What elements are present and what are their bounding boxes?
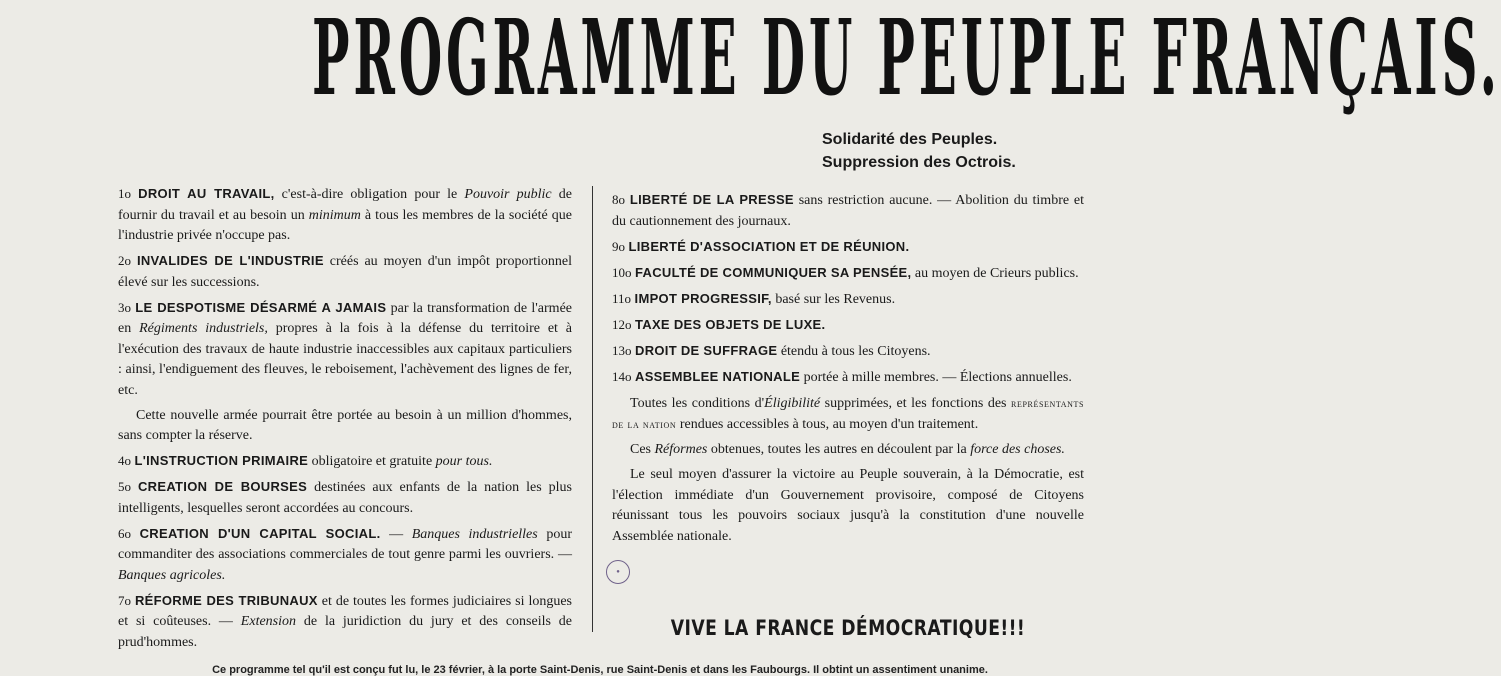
italic-text: Régiments industriels, — [139, 321, 268, 336]
article-paragraph — [612, 237, 1084, 259]
body-text: portée à mille membres. — Élections annuelles. — [800, 369, 1072, 385]
article-paragraph — [118, 406, 572, 447]
italic-text: minimum — [308, 207, 361, 223]
article-heading: CREATION D'UN CAPITAL SOCIAL. — [139, 525, 381, 541]
closing-slogan: VIVE LA FRANCE DÉMOCRATIQUE!!! — [670, 616, 1026, 640]
article-number: 14o — [612, 368, 632, 384]
italic-text: Extension — [240, 614, 297, 629]
body-text: et de toutes les formes judiciaires si longues et si coûteuses. — — [118, 593, 573, 629]
body-text: au moyen de Crieurs publics. — [911, 265, 1079, 281]
body-text: c'est-à-dire obligation pour le — [274, 187, 465, 202]
body-text: créés au moyen d'un impôt proportionnel élevé sur les successions. — [118, 254, 572, 290]
article-paragraph — [612, 289, 1084, 311]
article-heading: LIBERTÉ DE LA PRESSE — [629, 192, 794, 207]
article-heading: L'INSTRUCTION PRIMAIRE — [134, 453, 309, 468]
article-number: 11o — [612, 290, 632, 306]
article-paragraph — [612, 315, 1084, 337]
body-text: obligatoire et gratuite — [308, 454, 436, 469]
article-heading: LIBERTÉ D'ASSOCIATION ET DE RÉUNION. — [628, 238, 910, 254]
body-text: Ces — [630, 442, 655, 457]
body-text: Toutes les conditions d' — [630, 395, 765, 411]
library-stamp: ● — [606, 560, 630, 584]
subtitle-line-1: Solidarité des Peuples. — [822, 131, 998, 148]
body-text: obtenues, toutes les autres en découlent par la — [707, 442, 971, 457]
article-paragraph — [612, 341, 1084, 363]
article-paragraph — [118, 524, 572, 587]
italic-text: Réformes — [654, 442, 708, 457]
article-paragraph — [612, 440, 1084, 461]
body-text: supprimées, et les fonctions des — [820, 395, 1012, 411]
article-heading: INVALIDES DE L'INDUSTRIE — [136, 253, 324, 268]
body-text: à tous les membres de la société que l'industrie privée n'occupe pas. — [118, 207, 572, 243]
body-text: étendu à tous les Citoyens. — [777, 343, 931, 359]
subtitle — [822, 128, 1122, 174]
body-text: de fournir du travail et au besoin un — [118, 187, 572, 223]
subtitle-line-2: Suppression des Octrois. — [822, 154, 1016, 171]
italic-text: pour tous. — [435, 454, 493, 469]
column-divider — [592, 186, 593, 632]
body-text: — — [380, 526, 412, 542]
article-heading: RÉFORME DES TRIBUNAUX — [134, 592, 318, 608]
article-paragraph — [118, 591, 572, 654]
body-text: basé sur les Revenus. — [771, 291, 896, 307]
article-number: 3o — [118, 299, 131, 315]
article-number: 2o — [118, 253, 131, 268]
body-text: rendues accessibles à tous, au moyen d'un traitement. — [676, 417, 979, 432]
article-number: 13o — [612, 342, 632, 358]
article-paragraph — [118, 184, 572, 247]
article-paragraph — [612, 393, 1084, 436]
footer-note: Ce programme tel qu'il est conçu fut lu, le 23 février, à la porte Saint-Denis, rue Saint-Denis et dans les Faubourgs. Il obtint un assentiment unanime. — [212, 664, 988, 676]
article-number: 10o — [612, 264, 632, 280]
article-number: 7o — [118, 592, 131, 608]
article-heading: IMPOT PROGRESSIF, — [634, 290, 772, 306]
article-number: 12o — [612, 316, 632, 332]
body-text: Le seul moyen d'assurer la victoire au Peuple souverain, à la Démocratie, est l'élection immédiate d'un Gouvernement provisoire, composé de Citoyens réunissant tous les pouvoirs sociaux jusqu'à la constitution d'une nouvelle Assemblée nationale. — [612, 467, 1084, 544]
body-text: propres à la fois à la défense du territoire et à l'exécution des travaux de haute industrie inaccessibles aux capitaux particuliers : ainsi, l'endiguement des fleuves, le reboisement, l'achèvement des lignes de fer, etc. — [118, 321, 572, 398]
body-text: représentants de la nation — [612, 395, 1084, 431]
article-number: 9o — [612, 238, 625, 254]
italic-text: Banques industrielles — [411, 526, 538, 542]
article-heading: DROIT DE SUFFRAGE — [635, 342, 778, 358]
left-column — [118, 184, 572, 658]
right-column — [612, 190, 1084, 552]
article-heading: LE DESPOTISME DÉSARMÉ A JAMAIS — [135, 299, 387, 315]
body-text: Cette nouvelle armée pourrait être portée au besoin à un million d'hommes, sans compter la réserve. — [118, 407, 572, 443]
body-text: pour commanditer des associations commerciales de tout genre parmi les ouvriers. — — [118, 526, 572, 562]
article-paragraph — [118, 477, 572, 519]
body-text: par la transformation de l'armée en — [118, 300, 572, 336]
article-heading: CREATION DE BOURSES — [137, 479, 308, 494]
article-paragraph — [118, 298, 572, 402]
article-paragraph — [612, 465, 1084, 547]
article-heading: ASSEMBLEE NATIONALE — [635, 368, 801, 384]
italic-text: Pouvoir public — [464, 187, 552, 202]
article-heading: TAXE DES OBJETS DE LUXE. — [635, 316, 826, 332]
article-number: 6o — [118, 525, 131, 541]
article-paragraph — [612, 367, 1084, 389]
article-paragraph — [118, 251, 572, 293]
poster-title: PROGRAMME DU PEUPLE FRANÇAIS. — [312, 0, 1501, 119]
italic-text: Éligibilité — [764, 395, 821, 411]
body-text: sans restriction aucune. — Abolition du timbre et du cautionnement des journaux. — [612, 193, 1084, 229]
article-heading: FACULTÉ DE COMMUNIQUER SA PENSÉE, — [635, 264, 912, 280]
article-paragraph — [612, 263, 1084, 285]
article-paragraph — [118, 451, 572, 473]
article-number: 1o — [118, 186, 131, 201]
article-number: 8o — [612, 192, 625, 207]
article-heading: DROIT AU TRAVAIL, — [138, 186, 275, 201]
italic-text: Banques agricoles. — [118, 567, 226, 583]
italic-text: force des choses. — [970, 442, 1065, 457]
article-paragraph — [612, 190, 1084, 232]
body-text: destinées aux enfants de la nation les plus intelligents, lesquelles seront accordées au concours. — [118, 480, 572, 516]
body-text: de la juridiction du jury et des conseils de prud'hommes. — [118, 614, 572, 650]
article-number: 4o — [118, 453, 131, 468]
article-number: 5o — [118, 479, 131, 494]
